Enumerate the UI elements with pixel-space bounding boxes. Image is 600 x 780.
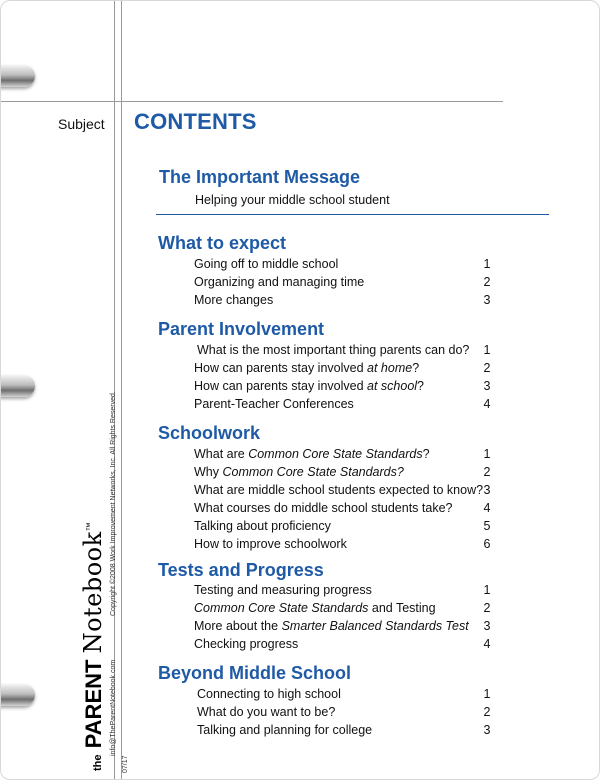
- brand-logo: [79, 522, 107, 771]
- entry-text-italic: Common Core State Standards: [248, 447, 423, 461]
- entry-text: Going off to middle school: [194, 257, 339, 271]
- entry-text: How to improve schoolwork: [194, 537, 347, 551]
- page-number: 2: [483, 601, 491, 615]
- page-number: 2: [483, 705, 491, 719]
- copyright-text: Copyright ©2008 Work Improvement Networks, Inc. All Rights Reserved.: [110, 391, 117, 616]
- section-title: Tests and Progress: [158, 560, 324, 580]
- entry-text: ?: [422, 447, 430, 461]
- entry-text: How can parents stay involved: [194, 361, 368, 375]
- page-number: 2: [483, 465, 491, 479]
- page-number: 4: [483, 637, 491, 651]
- entry-text-italic: Common Core State Standards: [194, 601, 369, 615]
- page-number: 3: [483, 379, 491, 393]
- entry-text: ?: [417, 379, 424, 393]
- entry-text: What courses do middle school students take?: [194, 501, 453, 515]
- page-number: 3: [483, 293, 491, 307]
- section-title: Schoolwork: [158, 423, 261, 443]
- page-number: 6: [483, 537, 491, 551]
- page-number: 4: [483, 501, 491, 515]
- entry-text: Talking and planning for college: [197, 723, 373, 737]
- page-number: 3: [483, 619, 491, 633]
- section-title: Beyond Middle School: [158, 663, 352, 683]
- page-number: 1: [483, 583, 491, 597]
- entry-text: Checking progress: [194, 637, 299, 651]
- entry-text: Helping your middle school student: [195, 193, 390, 207]
- page-number: 1: [483, 343, 491, 357]
- entry-text: Why: [194, 465, 223, 479]
- entry-text: More about the: [194, 619, 282, 633]
- subject-label: Subject: [58, 116, 105, 132]
- page-number: 3: [483, 723, 491, 737]
- page-title: CONTENTS: [134, 109, 257, 134]
- entry-text: What is the most important thing parents can do?: [197, 343, 470, 357]
- entry-text-italic: at school: [367, 379, 418, 393]
- brand-notebook: Notebook: [79, 531, 107, 654]
- page-number: 3: [483, 483, 491, 497]
- entry-text: What do you want to be?: [197, 705, 336, 719]
- brand-the: the: [92, 754, 104, 771]
- entry-text: How can parents stay involved: [194, 379, 368, 393]
- section-title: Parent Involvement: [158, 319, 325, 339]
- entry-text: Parent-Teacher Conferences: [194, 397, 354, 411]
- section-title: What to expect: [158, 233, 287, 253]
- page-number: 2: [483, 275, 491, 289]
- entry-text: More changes: [194, 293, 274, 307]
- page-number: 4: [483, 397, 491, 411]
- edition-date: 07/17: [122, 755, 129, 773]
- entry-text-italic: Common Core State Standards?: [222, 465, 404, 479]
- page-number: 1: [483, 687, 491, 701]
- entry-text: Talking about proficiency: [194, 519, 331, 533]
- entry-text: What are middle school students expected to know?: [194, 483, 484, 497]
- entry-text-italic: Smarter Balanced Standards Test: [281, 619, 469, 633]
- page-number: 1: [483, 447, 491, 461]
- page-number: 1: [483, 257, 491, 271]
- entry-text: Testing and measuring progress: [194, 583, 372, 597]
- entry-text: Connecting to high school: [197, 687, 341, 701]
- entry-text: Organizing and managing time: [194, 275, 365, 289]
- entry-text: ?: [412, 361, 420, 375]
- entry-text: What are: [194, 447, 249, 461]
- section-title: The Important Message: [159, 167, 361, 187]
- entry-text: and Testing: [368, 601, 436, 615]
- page-number: 2: [483, 361, 491, 375]
- entry-text-italic: at home: [367, 361, 413, 375]
- trademark-symbol: ™: [84, 522, 95, 532]
- brand-parent: PARENT: [81, 659, 106, 749]
- page-number: 5: [483, 519, 491, 533]
- sidebar: [1, 1, 600, 780]
- contact-email: info@TheParentNotebook.com: [110, 659, 117, 756]
